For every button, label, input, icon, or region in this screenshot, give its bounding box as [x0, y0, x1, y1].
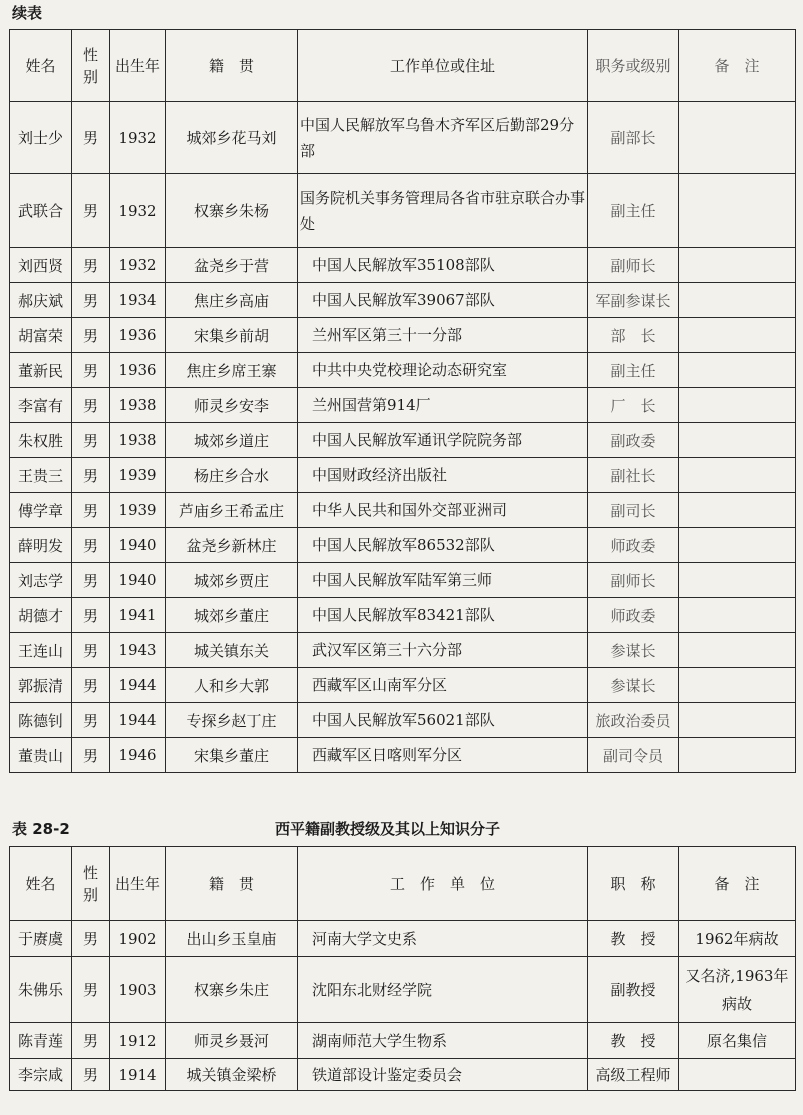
cell-name: 郝庆斌 [10, 283, 72, 318]
cell-notes [679, 458, 796, 493]
cell-notes [679, 318, 796, 353]
cell-gender: 男 [72, 703, 110, 738]
cell-work: 兰州军区第三十一分部 [298, 318, 588, 353]
cell-birth: 1934 [110, 283, 166, 318]
cell-native: 城郊乡花马刘 [166, 102, 298, 174]
cell-position: 旅政治委员 [588, 703, 679, 738]
cell-notes [679, 248, 796, 283]
cell-native: 焦庄乡席王寨 [166, 353, 298, 388]
cell-notes: 1962年病故 [679, 921, 796, 957]
cell-name: 刘西贤 [10, 248, 72, 283]
cell-work: 中国人民解放军通讯学院院务部 [298, 423, 588, 458]
cell-birth: 1940 [110, 563, 166, 598]
cell-native: 专探乡赵丁庄 [166, 703, 298, 738]
cell-native: 盆尧乡新林庄 [166, 528, 298, 563]
cell-title: 教 授 [588, 1023, 679, 1059]
cell-gender: 男 [72, 563, 110, 598]
table-row [10, 633, 796, 668]
cell-position: 副司长 [588, 493, 679, 528]
cell-position: 参谋长 [588, 668, 679, 703]
cell-birth: 1941 [110, 598, 166, 633]
cell-work: 湖南师范大学生物系 [298, 1023, 588, 1059]
cell-work: 兰州国营第914厂 [298, 388, 588, 423]
table-row [10, 1023, 796, 1059]
cell-work: 武汉军区第三十六分部 [298, 633, 588, 668]
cell-birth: 1946 [110, 738, 166, 773]
header-title: 职 称 [588, 847, 679, 921]
cell-position: 师政委 [588, 598, 679, 633]
cell-name: 胡德才 [10, 598, 72, 633]
table-row [10, 174, 796, 248]
table-row [10, 458, 796, 493]
cell-native: 城关镇东关 [166, 633, 298, 668]
header-work: 工作单位或住址 [298, 30, 588, 102]
cell-notes [679, 668, 796, 703]
continued-label: 续表 [12, 4, 43, 22]
cell-work: 中国人民解放军56021部队 [298, 703, 588, 738]
cell-notes [679, 563, 796, 598]
cell-birth: 1932 [110, 248, 166, 283]
cell-name: 陈德钊 [10, 703, 72, 738]
table-row [10, 102, 796, 174]
cell-notes [679, 633, 796, 668]
cell-name: 刘志学 [10, 563, 72, 598]
cell-name: 胡富荣 [10, 318, 72, 353]
table-row [10, 528, 796, 563]
cell-notes [679, 703, 796, 738]
officials-table [9, 29, 796, 773]
cell-name: 武联合 [10, 174, 72, 248]
cell-notes [679, 102, 796, 174]
cell-gender: 男 [72, 353, 110, 388]
header-name: 姓名 [10, 30, 72, 102]
header-gender: 性别 [72, 30, 110, 102]
cell-gender: 男 [72, 528, 110, 563]
cell-gender: 男 [72, 493, 110, 528]
cell-name: 董贵山 [10, 738, 72, 773]
cell-name: 李宗咸 [10, 1059, 72, 1091]
cell-notes [679, 598, 796, 633]
header-native: 籍 贯 [166, 847, 298, 921]
cell-gender: 男 [72, 388, 110, 423]
cell-birth: 1936 [110, 353, 166, 388]
table-row [10, 921, 796, 957]
cell-birth: 1938 [110, 388, 166, 423]
table-row [10, 668, 796, 703]
cell-birth: 1932 [110, 102, 166, 174]
cell-native: 人和乡大郭 [166, 668, 298, 703]
cell-work: 中国人民解放军39067部队 [298, 283, 588, 318]
cell-title: 教 授 [588, 921, 679, 957]
table2-number: 表 28-2 [12, 820, 70, 838]
cell-gender: 男 [72, 318, 110, 353]
cell-name: 朱佛乐 [10, 957, 72, 1023]
cell-work: 中国人民解放军陆军第三师 [298, 563, 588, 598]
cell-work: 中共中央党校理论动态研究室 [298, 353, 588, 388]
table-row [10, 318, 796, 353]
cell-notes [679, 423, 796, 458]
cell-name: 陈青莲 [10, 1023, 72, 1059]
table-row [10, 738, 796, 773]
cell-native: 盆尧乡于营 [166, 248, 298, 283]
cell-native: 芦庙乡王希孟庄 [166, 493, 298, 528]
cell-name: 朱权胜 [10, 423, 72, 458]
cell-notes [679, 1059, 796, 1091]
cell-work: 沈阳东北财经学院 [298, 957, 588, 1023]
cell-native: 宋集乡董庄 [166, 738, 298, 773]
header-gender: 性别 [72, 847, 110, 921]
cell-title: 高级工程师 [588, 1059, 679, 1091]
cell-name: 李富有 [10, 388, 72, 423]
cell-notes [679, 528, 796, 563]
cell-birth: 1912 [110, 1023, 166, 1059]
scholars-table [9, 846, 796, 1091]
table-row [10, 493, 796, 528]
cell-native: 城郊乡贾庄 [166, 563, 298, 598]
cell-work: 中国人民解放军83421部队 [298, 598, 588, 633]
cell-gender: 男 [72, 1023, 110, 1059]
cell-name: 于赓虞 [10, 921, 72, 957]
cell-birth: 1932 [110, 174, 166, 248]
cell-native: 师灵乡安李 [166, 388, 298, 423]
cell-position: 师政委 [588, 528, 679, 563]
table-row [10, 1059, 796, 1091]
cell-birth: 1936 [110, 318, 166, 353]
cell-gender: 男 [72, 1059, 110, 1091]
cell-position: 副司令员 [588, 738, 679, 773]
cell-native: 师灵乡聂河 [166, 1023, 298, 1059]
header-birth: 出生年 [110, 847, 166, 921]
cell-birth: 1938 [110, 423, 166, 458]
table-row [10, 353, 796, 388]
cell-name: 郭振清 [10, 668, 72, 703]
cell-native: 城郊乡董庄 [166, 598, 298, 633]
cell-birth: 1939 [110, 458, 166, 493]
cell-position: 副师长 [588, 248, 679, 283]
cell-gender: 男 [72, 668, 110, 703]
cell-gender: 男 [72, 102, 110, 174]
header-notes: 备 注 [679, 30, 796, 102]
cell-work: 中国人民解放军乌鲁木齐军区后勤部29分部 [298, 102, 588, 174]
cell-gender: 男 [72, 174, 110, 248]
header-name: 姓名 [10, 847, 72, 921]
cell-gender: 男 [72, 921, 110, 957]
cell-notes: 原名集信 [679, 1023, 796, 1059]
cell-position: 参谋长 [588, 633, 679, 668]
cell-name: 董新民 [10, 353, 72, 388]
cell-notes [679, 738, 796, 773]
cell-position: 副部长 [588, 102, 679, 174]
cell-gender: 男 [72, 957, 110, 1023]
cell-gender: 男 [72, 598, 110, 633]
cell-notes [679, 388, 796, 423]
cell-work: 国务院机关事务管理局各省市驻京联合办事处 [298, 174, 588, 248]
cell-work: 西藏军区山南军分区 [298, 668, 588, 703]
cell-native: 城关镇金梁桥 [166, 1059, 298, 1091]
cell-notes [679, 493, 796, 528]
cell-work: 中国人民解放军86532部队 [298, 528, 588, 563]
cell-name: 傅学章 [10, 493, 72, 528]
cell-gender: 男 [72, 738, 110, 773]
table2-title: 西平籍副教授级及其以上知识分子 [275, 820, 501, 838]
table-row [10, 248, 796, 283]
cell-work: 河南大学文史系 [298, 921, 588, 957]
header-work: 工 作 单 位 [298, 847, 588, 921]
cell-position: 副主任 [588, 353, 679, 388]
cell-position: 副社长 [588, 458, 679, 493]
cell-birth: 1944 [110, 668, 166, 703]
cell-birth: 1939 [110, 493, 166, 528]
cell-title: 副教授 [588, 957, 679, 1023]
cell-birth: 1914 [110, 1059, 166, 1091]
cell-native: 焦庄乡高庙 [166, 283, 298, 318]
cell-gender: 男 [72, 458, 110, 493]
header-birth: 出生年 [110, 30, 166, 102]
cell-name: 王贵三 [10, 458, 72, 493]
header-native: 籍 贯 [166, 30, 298, 102]
cell-name: 薛明发 [10, 528, 72, 563]
cell-gender: 男 [72, 248, 110, 283]
table-row [10, 423, 796, 458]
cell-native: 城郊乡道庄 [166, 423, 298, 458]
cell-notes [679, 283, 796, 318]
table-row [10, 957, 796, 1023]
cell-work: 铁道部设计鉴定委员会 [298, 1059, 588, 1091]
cell-position: 厂 长 [588, 388, 679, 423]
cell-birth: 1903 [110, 957, 166, 1023]
cell-birth: 1943 [110, 633, 166, 668]
table-row [10, 283, 796, 318]
cell-work: 中国人民解放军35108部队 [298, 248, 588, 283]
header-notes: 备 注 [679, 847, 796, 921]
cell-position: 副政委 [588, 423, 679, 458]
table-row [10, 563, 796, 598]
table-row [10, 388, 796, 423]
cell-birth: 1902 [110, 921, 166, 957]
cell-work: 中华人民共和国外交部亚洲司 [298, 493, 588, 528]
cell-notes [679, 353, 796, 388]
cell-work: 中国财政经济出版社 [298, 458, 588, 493]
cell-native: 杨庄乡合水 [166, 458, 298, 493]
cell-position: 部 长 [588, 318, 679, 353]
header-position: 职务或级别 [588, 30, 679, 102]
cell-native: 权寨乡朱杨 [166, 174, 298, 248]
cell-position: 军副参谋长 [588, 283, 679, 318]
cell-gender: 男 [72, 283, 110, 318]
cell-name: 刘士少 [10, 102, 72, 174]
cell-birth: 1944 [110, 703, 166, 738]
cell-native: 出山乡玉皇庙 [166, 921, 298, 957]
cell-native: 权寨乡朱庄 [166, 957, 298, 1023]
cell-native: 宋集乡前胡 [166, 318, 298, 353]
cell-notes: 又名济,1963年病故 [679, 957, 796, 1023]
cell-gender: 男 [72, 633, 110, 668]
cell-notes [679, 174, 796, 248]
cell-gender: 男 [72, 423, 110, 458]
cell-name: 王连山 [10, 633, 72, 668]
table-row [10, 598, 796, 633]
table-row [10, 703, 796, 738]
cell-position: 副主任 [588, 174, 679, 248]
cell-work: 西藏军区日喀则军分区 [298, 738, 588, 773]
cell-birth: 1940 [110, 528, 166, 563]
cell-position: 副师长 [588, 563, 679, 598]
